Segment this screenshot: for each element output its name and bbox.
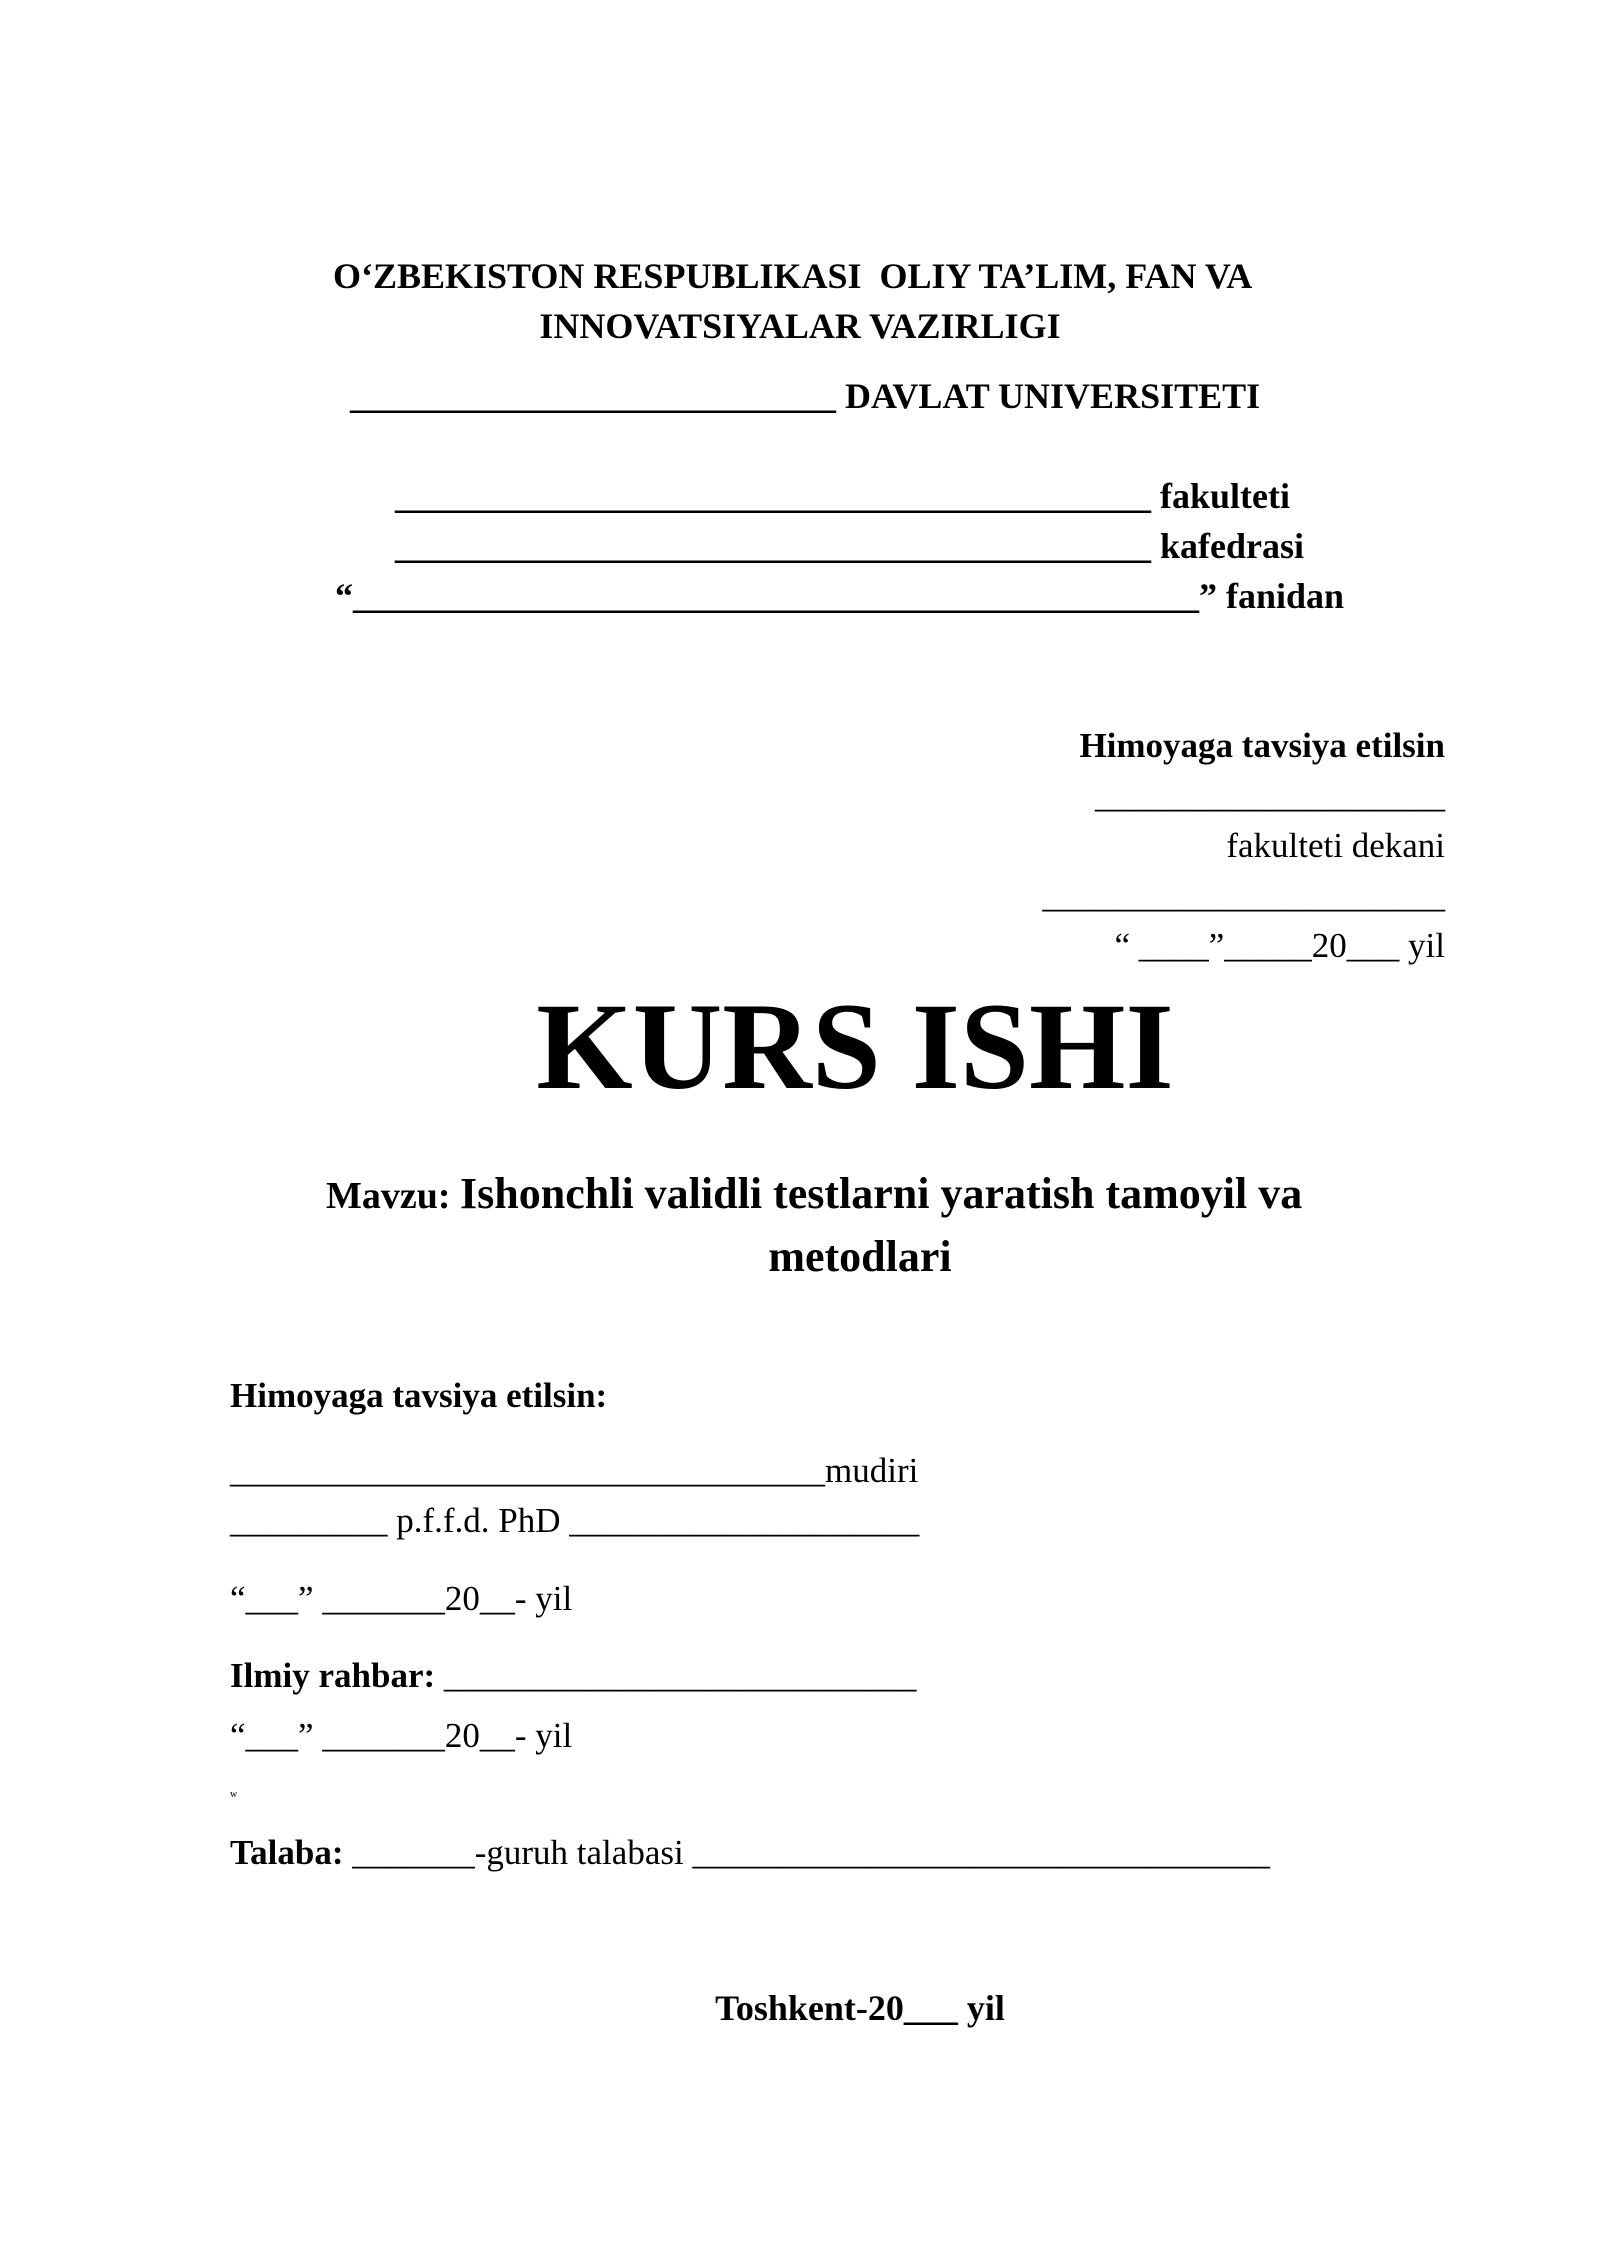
topic-line-1 — [326, 1169, 1303, 1218]
advisor-line — [230, 1658, 916, 1693]
university-line: ___________________________ DAVLAT UNIVERSITETI — [350, 376, 1261, 416]
subject-line: “_______________________________________________” fanidan — [335, 576, 1345, 616]
document-title: KURS ISHI — [536, 978, 1174, 1115]
phd-line: _________ p.f.f.d. PhD ____________________ — [230, 1501, 920, 1540]
approval-top-blank-1: ____________________ — [1095, 776, 1445, 815]
topic-line-2: metodlari — [768, 1232, 952, 1281]
approval-top-date: “ ____”_____20___ yil — [1114, 926, 1445, 965]
student-line — [230, 1835, 1270, 1870]
advisor-date: “___” _______20__- yil — [230, 1716, 573, 1755]
approval-bottom-title: Himoyaga tavsiya etilsin: — [230, 1376, 608, 1415]
approval-bottom-date: “___” _______20__- yil — [230, 1579, 573, 1618]
topic-label: Mavzu: — [326, 1175, 461, 1217]
topic-text-1: Ishonchli validli testlarni yaratish tamoyil va — [460, 1169, 1303, 1218]
department-line: __________________________________________ kafedrasi — [395, 526, 1304, 566]
student-label: Talaba: — [230, 1833, 353, 1872]
approval-top-dean-label: fakulteti dekani — [1226, 826, 1445, 865]
student-group-line: _______-guruh talabasi _________________________________ — [352, 1833, 1270, 1872]
advisor-blank: ___________________________ — [443, 1656, 917, 1695]
faculty-line: __________________________________________ fakulteti — [395, 476, 1290, 516]
small-mark: w — [230, 1789, 238, 1800]
ministry-line-1: O‘ZBEKISTON RESPUBLIKASI OLIY TA’LIM, FAN VA — [333, 256, 1253, 296]
city-year: Toshkent-20___ yil — [715, 1988, 1005, 2028]
advisor-label: Ilmiy rahbar: — [230, 1656, 444, 1695]
head-of-department-line: __________________________________mudiri — [230, 1451, 919, 1490]
ministry-line-2: INNOVATSIYALAR VAZIRLIGI — [539, 306, 1061, 346]
approval-top-blank-2: _______________________ — [1042, 876, 1445, 915]
approval-top-title: Himoyaga tavsiya etilsin — [1079, 726, 1445, 765]
